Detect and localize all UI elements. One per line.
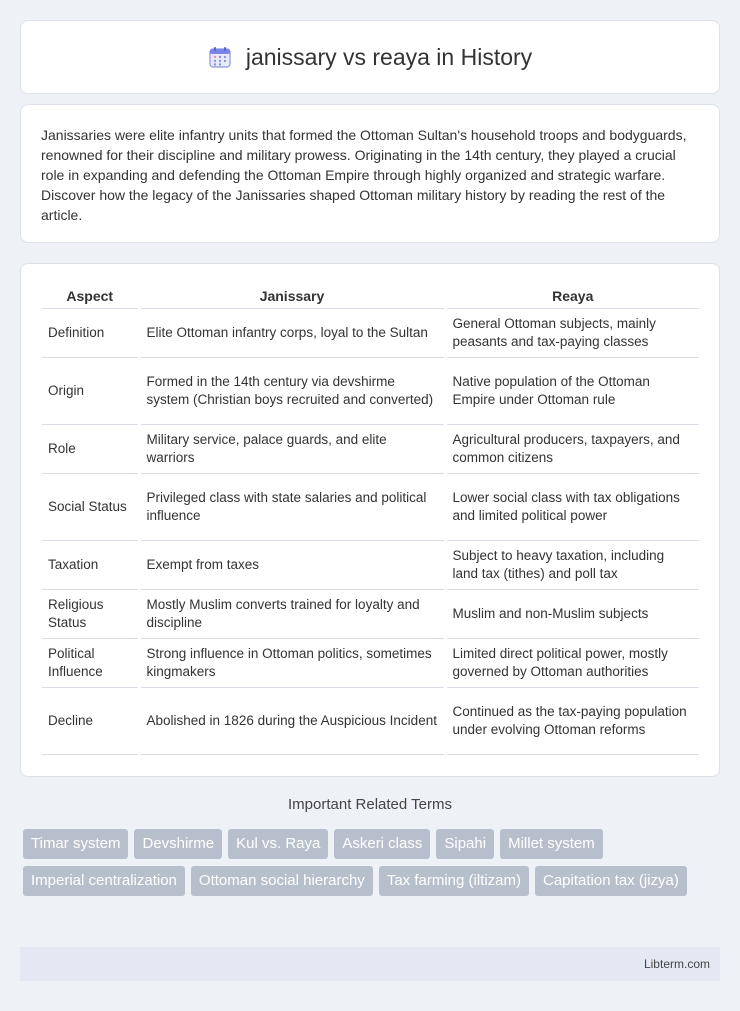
tag-devshirme[interactable]: Devshirme [134,829,222,859]
janissary-cell: Privileged class with state salaries and political influence [139,473,445,540]
aspect-cell: Decline [42,687,139,754]
tag-tax-farming[interactable]: Tax farming (iltizam) [379,866,529,896]
table-row [42,424,699,473]
reaya-cell: General Ottoman subjects, mainly peasants and tax-paying classes [445,308,699,357]
tag-kul-vs-raya[interactable]: Kul vs. Raya [228,829,328,859]
column-header-reaya: Reaya [445,284,699,308]
related-terms-title: Important Related Terms [288,796,452,813]
janissary-cell: Elite Ottoman infantry corps, loyal to the Sultan [139,308,445,357]
tag-imperial-centralization[interactable]: Imperial centralization [23,866,185,896]
table-row [42,473,699,540]
reaya-cell: Subject to heavy taxation, including land tax (tithes) and poll tax [445,540,699,589]
table-row [42,589,699,638]
tag-askeri-class[interactable]: Askeri class [334,829,430,859]
table-row [42,308,699,357]
reaya-cell: Agricultural producers, taxpayers, and common citizens [445,424,699,473]
intro-card [20,104,720,243]
header [208,44,532,71]
comparison-table [42,284,699,755]
aspect-cell: Taxation [42,540,139,589]
janissary-cell: Abolished in 1826 during the Auspicious Incident [139,687,445,754]
aspect-cell: Religious Status [42,589,139,638]
aspect-cell: Social Status [42,473,139,540]
footer-site-link[interactable]: Libterm.com [643,957,710,971]
related-terms-tags [23,829,723,896]
table-header-row [42,284,699,308]
page-title: janissary vs reaya in History [245,43,533,70]
reaya-cell: Native population of the Ottoman Empire under Ottoman rule [445,357,699,424]
tag-capitation-tax[interactable]: Capitation tax (jizya) [535,866,687,896]
aspect-cell: Role [42,424,139,473]
reaya-cell: Lower social class with tax obligations and limited political power [445,473,699,540]
header-card [20,20,720,94]
intro-paragraph: Janissaries were elite infantry units that formed the Ottoman Sultan's household troops and bodyguards, renowned for their discipline and military prowess. Originating in the 14th century, they played a crucial role in expanding and defending the Ottoman Empire through highly organized and strategic warfare. Discover how the legacy of the Janissaries shaped Ottoman military history by reading the rest of the article. [41,127,687,223]
aspect-cell: Political Influence [42,638,139,687]
janissary-cell: Mostly Muslim converts trained for loyalty and discipline [139,589,445,638]
table-row [42,687,699,754]
table-row [42,357,699,424]
tag-timar-system[interactable]: Timar system [23,829,128,859]
reaya-cell: Continued as the tax-paying population under evolving Ottoman reforms [445,687,699,754]
footer [20,947,720,981]
reaya-cell: Muslim and non-Muslim subjects [445,589,699,638]
janissary-cell: Formed in the 14th century via devshirme system (Christian boys recruited and converted) [139,357,445,424]
janissary-cell: Strong influence in Ottoman politics, sometimes kingmakers [139,638,445,687]
tag-sipahi[interactable]: Sipahi [436,829,494,859]
table-row [42,638,699,687]
tag-ottoman-social-hierarchy[interactable]: Ottoman social hierarchy [191,866,373,896]
column-header-aspect: Aspect [42,284,139,308]
table-row [42,540,699,589]
tag-millet-system[interactable]: Millet system [500,829,603,859]
aspect-cell: Definition [42,308,139,357]
janissary-cell: Military service, palace guards, and elite warriors [139,424,445,473]
calendar-icon [208,45,232,69]
comparison-table-card [20,263,720,777]
reaya-cell: Limited direct political power, mostly governed by Ottoman authorities [445,638,699,687]
column-header-janissary: Janissary [139,284,445,308]
aspect-cell: Origin [42,357,139,424]
janissary-cell: Exempt from taxes [139,540,445,589]
